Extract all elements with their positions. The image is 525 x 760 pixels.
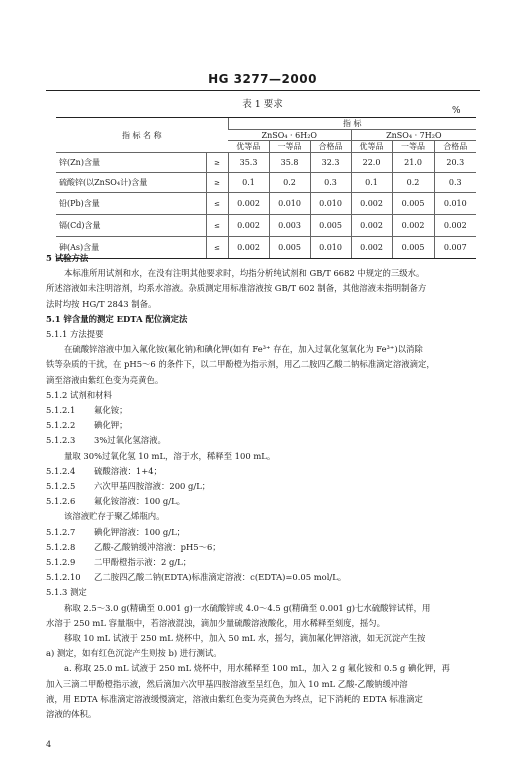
- list-item: [46, 433, 480, 448]
- subsection-heading: 5.1.1 方法提要: [46, 329, 104, 340]
- cell: 22.0: [351, 153, 392, 173]
- paragraph-line: 滴至溶液由紫红色变为亮黄色。: [46, 374, 164, 385]
- row-comparator: ≤: [206, 237, 228, 259]
- table-unit: %: [452, 106, 461, 116]
- paragraph-line: 溶液的体积。: [46, 709, 97, 720]
- table-row: [56, 153, 476, 173]
- paragraph-line: 量取 30%过氧化氢 10 mL，溶于水，稀释至 100 mL。: [64, 450, 276, 461]
- item-number: 5.1.2.6: [46, 496, 76, 507]
- cell: 0.002: [228, 215, 269, 237]
- cell: 0.002: [434, 215, 476, 237]
- row-comparator: ≤: [206, 215, 228, 237]
- paragraph-line: a) 测定，如有红色沉淀产生则按 b) 进行测试。: [46, 648, 222, 659]
- cell: 0.1: [228, 173, 269, 193]
- table-grade: 一等品: [392, 141, 434, 153]
- cell: 0.2: [392, 173, 434, 193]
- paragraph-line: 水溶于 250 mL 容量瓶中，若溶液混浊，滴加少量硫酸溶液酸化，用水稀释至刻度，摇匀。: [46, 617, 385, 628]
- header-rule: [46, 90, 480, 91]
- list-item: [46, 540, 480, 555]
- cell: 0.002: [351, 215, 392, 237]
- paragraph-line: 在硫酸锌溶液中加入氟化铵(氟化钠)和碘化钾(如有 Fe³⁺ 存在，加入过氧化氢氧化为 Fe³⁺)以消除: [64, 344, 423, 355]
- paragraph-line: a. 称取 25.0 mL 试液于 250 mL 烧杯中，用水稀释至 100 mL，加入 2 g 氟化铵和 0.5 g 碘化钾，再: [64, 663, 450, 674]
- paragraph-line: 该溶液贮存于聚乙烯瓶内。: [64, 511, 165, 522]
- cell: 35.8: [269, 153, 310, 173]
- row-name: 锌(Zn)含量: [56, 153, 206, 173]
- cell: 0.005: [269, 237, 310, 259]
- subsection-heading: 5.1.2 试剂和材料: [46, 389, 112, 400]
- cell: 0.005: [392, 237, 434, 259]
- paragraph-line: 移取 10 mL 试液于 250 mL 烧杯中，加入 50 mL 水，摇匀，滴加氟化钾溶液，如无沉淀产生按: [64, 633, 426, 644]
- list-item: [46, 570, 480, 585]
- cell: 0.002: [351, 237, 392, 259]
- item-text: 碘化钾；: [94, 420, 128, 431]
- item-text: 乙二胺四乙酸二钠(EDTA)标准滴定溶液：c(EDTA)=0.05 mol/L。: [94, 572, 347, 583]
- table-row: [56, 193, 476, 215]
- item-number: 5.1.2.10: [46, 572, 81, 583]
- paragraph-line: 本标准所用试剂和水，在没有注明其他要求时，均指分析纯试剂和 GB/T 6682 中规定的三级水。: [64, 268, 425, 279]
- table-group-hexahydrate: ZnSO₄ · 6H₂O: [228, 130, 351, 141]
- cell: 0.010: [310, 193, 351, 215]
- row-name: 镉(Cd)含量: [56, 215, 206, 237]
- list-item: [46, 494, 480, 509]
- section-heading: 5.1 锌含量的测定 EDTA 配位滴定法: [46, 313, 188, 324]
- item-number: 5.1.2.9: [46, 557, 76, 568]
- table-grade: 合格品: [434, 141, 476, 153]
- item-text: 二甲酚橙指示液：2 g/L；: [94, 557, 192, 568]
- cell: 0.005: [310, 215, 351, 237]
- table-col-indicator: 指 标 名 称: [56, 118, 228, 153]
- item-number: 5.1.2.4: [46, 465, 76, 476]
- cell: 0.007: [434, 237, 476, 259]
- paragraph-line: 所述溶液如未注明溶剂，均系水溶液。杂质测定用标准溶液按 GB/T 602 制备，其他溶液未指明制备方: [46, 283, 427, 294]
- cell: 0.1: [351, 173, 392, 193]
- paragraph-line: 称取 2.5～3.0 g(精确至 0.001 g)一水硫酸锌或 4.0～4.5 g(精确至 0.001 g)七水硫酸锌试样，用: [64, 602, 431, 613]
- cell: 0.3: [434, 173, 476, 193]
- table-grade: 合格品: [310, 141, 351, 153]
- item-number: 5.1.2.2: [46, 420, 76, 431]
- paragraph-line: 铁等杂质的干扰，在 pH5～6 的条件下，以二甲酚橙为指示剂，用乙二胺四乙酸二钠标准滴定溶液滴定，: [46, 359, 435, 370]
- row-comparator: ≤: [206, 193, 228, 215]
- cell: 0.2: [269, 173, 310, 193]
- item-number: 5.1.2.5: [46, 481, 76, 492]
- cell: 0.3: [310, 173, 351, 193]
- item-text: 乙酸-乙酸钠缓冲溶液：pH5～6；: [94, 541, 221, 552]
- cell: 21.0: [392, 153, 434, 173]
- standard-number: HG 3277—2000: [208, 72, 317, 86]
- table-grade: 优等品: [351, 141, 392, 153]
- item-text: 硫酸溶液：1+4；: [94, 465, 162, 476]
- cell: 0.002: [351, 193, 392, 215]
- list-item: [46, 403, 480, 418]
- list-item: [46, 525, 480, 540]
- cell: 0.005: [392, 193, 434, 215]
- item-text: 碘化钾溶液：100 g/L；: [94, 526, 186, 537]
- list-item: [46, 479, 480, 494]
- paragraph-line: 法时均按 HG/T 2843 制备。: [46, 298, 157, 309]
- item-text: 六次甲基四胺溶液：200 g/L；: [94, 481, 211, 492]
- table-group-heptahydrate: ZnSO₄ · 7H₂O: [351, 130, 476, 141]
- paragraph-line: 加入三滴二甲酚橙指示液，然后滴加六次甲基四胺溶液至呈红色，加入 10 mL 乙酸-乙酸钠缓冲溶: [46, 678, 408, 689]
- row-name: 铅(Pb)含量: [56, 193, 206, 215]
- list-item: [46, 464, 480, 479]
- cell: 20.3: [434, 153, 476, 173]
- table-grade: 优等品: [228, 141, 269, 153]
- list-item: [46, 418, 480, 433]
- list-item: [46, 555, 480, 570]
- subsection-heading: 5.1.3 测定: [46, 587, 87, 598]
- cell: 0.002: [392, 215, 434, 237]
- item-number: 5.1.2.1: [46, 405, 76, 416]
- item-number: 5.1.2.7: [46, 526, 76, 537]
- section-heading: 5 试验方法: [46, 253, 89, 263]
- row-name: 硫酸锌(以ZnSO₄计)含量: [56, 173, 206, 193]
- document-body: [46, 251, 480, 722]
- item-text: 氟化铵；: [94, 405, 128, 416]
- row-comparator: ≥: [206, 173, 228, 193]
- cell: 32.3: [310, 153, 351, 173]
- row-name: 砷(As)含量: [56, 237, 206, 259]
- cell: 0.010: [310, 237, 351, 259]
- table-row: [56, 173, 476, 193]
- cell: 35.3: [228, 153, 269, 173]
- page-number: 4: [46, 740, 52, 749]
- item-text: 氟化铵溶液：100 g/L。: [94, 496, 186, 507]
- row-comparator: ≥: [206, 153, 228, 173]
- cell: 0.010: [269, 193, 310, 215]
- item-number: 5.1.2.3: [46, 435, 76, 446]
- cell: 0.003: [269, 215, 310, 237]
- table-row: [56, 215, 476, 237]
- table-title: 表 1 要求: [242, 99, 283, 110]
- paragraph-line: 液，用 EDTA 标准滴定溶液缓慢滴定，溶液由紫红色变为亮黄色为终点，记下消耗的 EDTA 标准滴定: [46, 693, 423, 704]
- cell: 0.010: [434, 193, 476, 215]
- requirements-table: [56, 117, 476, 259]
- cell: 0.002: [228, 193, 269, 215]
- item-text: 3%过氧化氢溶液。: [94, 435, 166, 446]
- cell: 0.002: [228, 237, 269, 259]
- item-number: 5.1.2.8: [46, 541, 76, 552]
- table-grade: 一等品: [269, 141, 310, 153]
- table-col-index: 指 标: [228, 118, 476, 130]
